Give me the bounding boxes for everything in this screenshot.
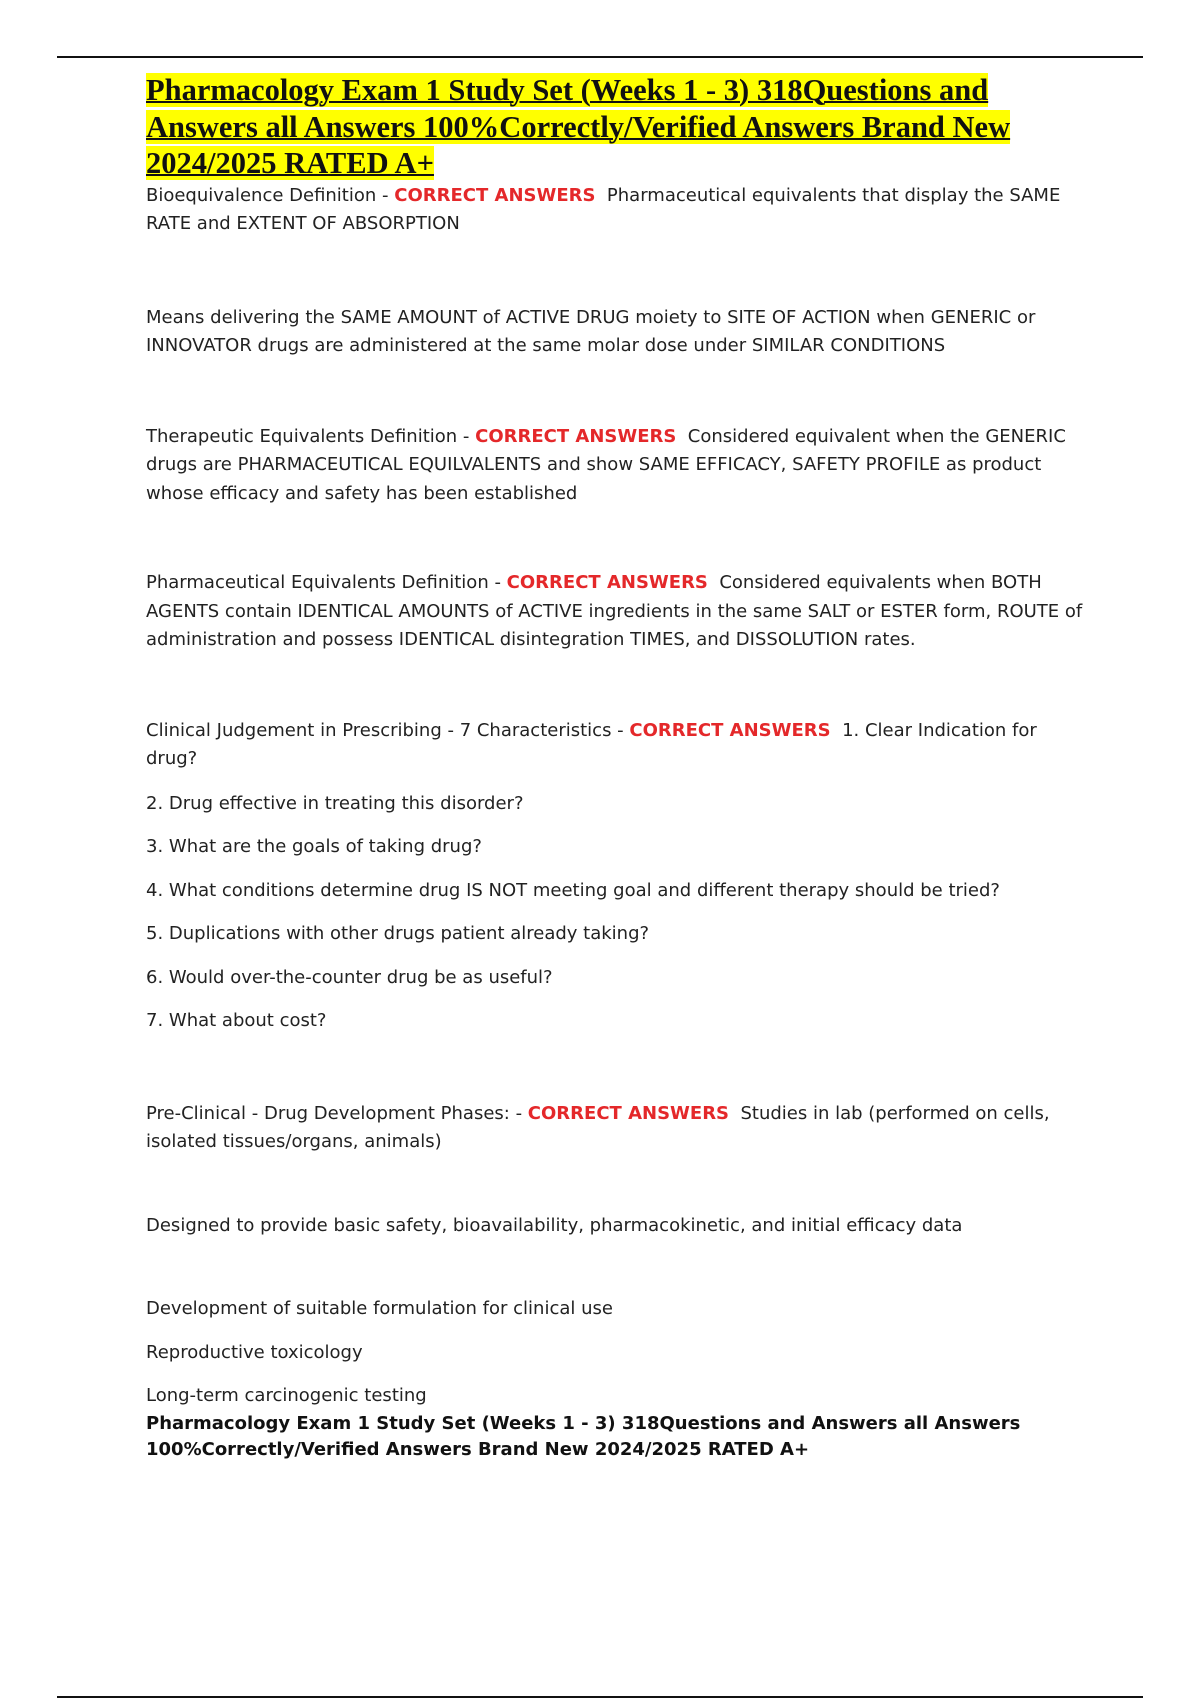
entry-pharmaceutical-equivalents — [146, 569, 1091, 655]
list-item: 7. What about cost? — [146, 1010, 327, 1031]
entry-bioequivalence — [146, 182, 1091, 239]
list-item: 5. Duplications with other drugs patient already taking? — [146, 923, 650, 944]
top-rule — [57, 56, 1143, 58]
answer-text: Considered equivalent when the GENERIC drugs are PHARMACEUTICAL EQUILVALENTS and show SAME EFFICACY, SAFETY PROFILE as product whose efficacy and safety has been established — [146, 425, 1066, 504]
answer-tag: CORRECT ANSWERS — [394, 184, 596, 206]
paragraph: Long-term carcinogenic testing — [146, 1385, 427, 1406]
page-footer-title: Pharmacology Exam 1 Study Set (Weeks 1 - 3) 318Questions and Answers all Answers 100%Correctly/Verified Answers Brand New 2024/2025 RATED A+ — [146, 1412, 1021, 1460]
bottom-rule — [57, 1696, 1143, 1698]
answer-tag: CORRECT ANSWERS — [629, 719, 831, 741]
question-text: Pre-Clinical - Drug Development Phases: - — [146, 1102, 528, 1124]
answer-text: Considered equivalents when BOTH AGENTS contain IDENTICAL AMOUNTS of ACTIVE ingredients in the same SALT or ESTER form, ROUTE of administration and possess IDENTICAL disintegration TIMES, and DISSOLUTION rates. — [146, 572, 1083, 650]
list-item: 4. What conditions determine drug IS NOT meeting goal and different therapy should be tried? — [146, 879, 1000, 901]
answer-text: Studies in lab (performed on cells, isolated tissues/organs, animals) — [146, 1102, 1050, 1152]
document-title: Pharmacology Exam 1 Study Set (Weeks 1 - 3) 318Questions and Answers all Answers 100%Correctly/Verified Answers Brand New 2024/2025 RATED A+ — [146, 73, 1011, 180]
paragraph: Development of suitable formulation for clinical use — [146, 1298, 613, 1319]
list-item: 2. Drug effective in treating this disorder? — [146, 792, 524, 814]
answer-text: Pharmaceutical equivalents that display the SAME RATE and EXTENT OF ABSORPTION — [146, 184, 1061, 234]
paragraph: Reproductive toxicology — [146, 1341, 363, 1363]
answer-text: 1. Clear Indication for drug? — [146, 719, 1037, 769]
question-text: Therapeutic Equivalents Definition - — [146, 425, 476, 447]
answer-tag: CORRECT ANSWERS — [475, 425, 677, 447]
question-text: Pharmaceutical Equivalents Definition - — [146, 572, 507, 593]
question-text: Clinical Judgement in Prescribing - 7 Characteristics - — [146, 719, 630, 741]
entry-clinical-judgement — [146, 717, 1091, 774]
entry-therapeutic-equivalents — [146, 423, 1091, 509]
entry-pre-clinical — [146, 1100, 1091, 1157]
list-item: 6. Would over-the-counter drug be as useful? — [146, 966, 553, 988]
answer-tag: CORRECT ANSWERS — [506, 572, 708, 593]
question-text: Bioequivalence Definition - — [146, 184, 395, 206]
answer-tag: CORRECT ANSWERS — [527, 1102, 730, 1124]
document-body — [146, 72, 1091, 1463]
list-item: 3. What are the goals of taking drug? — [146, 836, 482, 857]
paragraph: Designed to provide basic safety, bioavailability, pharmacokinetic, and initial efficacy data — [146, 1214, 963, 1236]
paragraph: Means delivering the SAME AMOUNT of ACTIVE DRUG moiety to SITE OF ACTION when GENERIC or INNOVATOR drugs are administered at the same molar dose under SIMILAR CONDITIONS — [146, 306, 1036, 356]
